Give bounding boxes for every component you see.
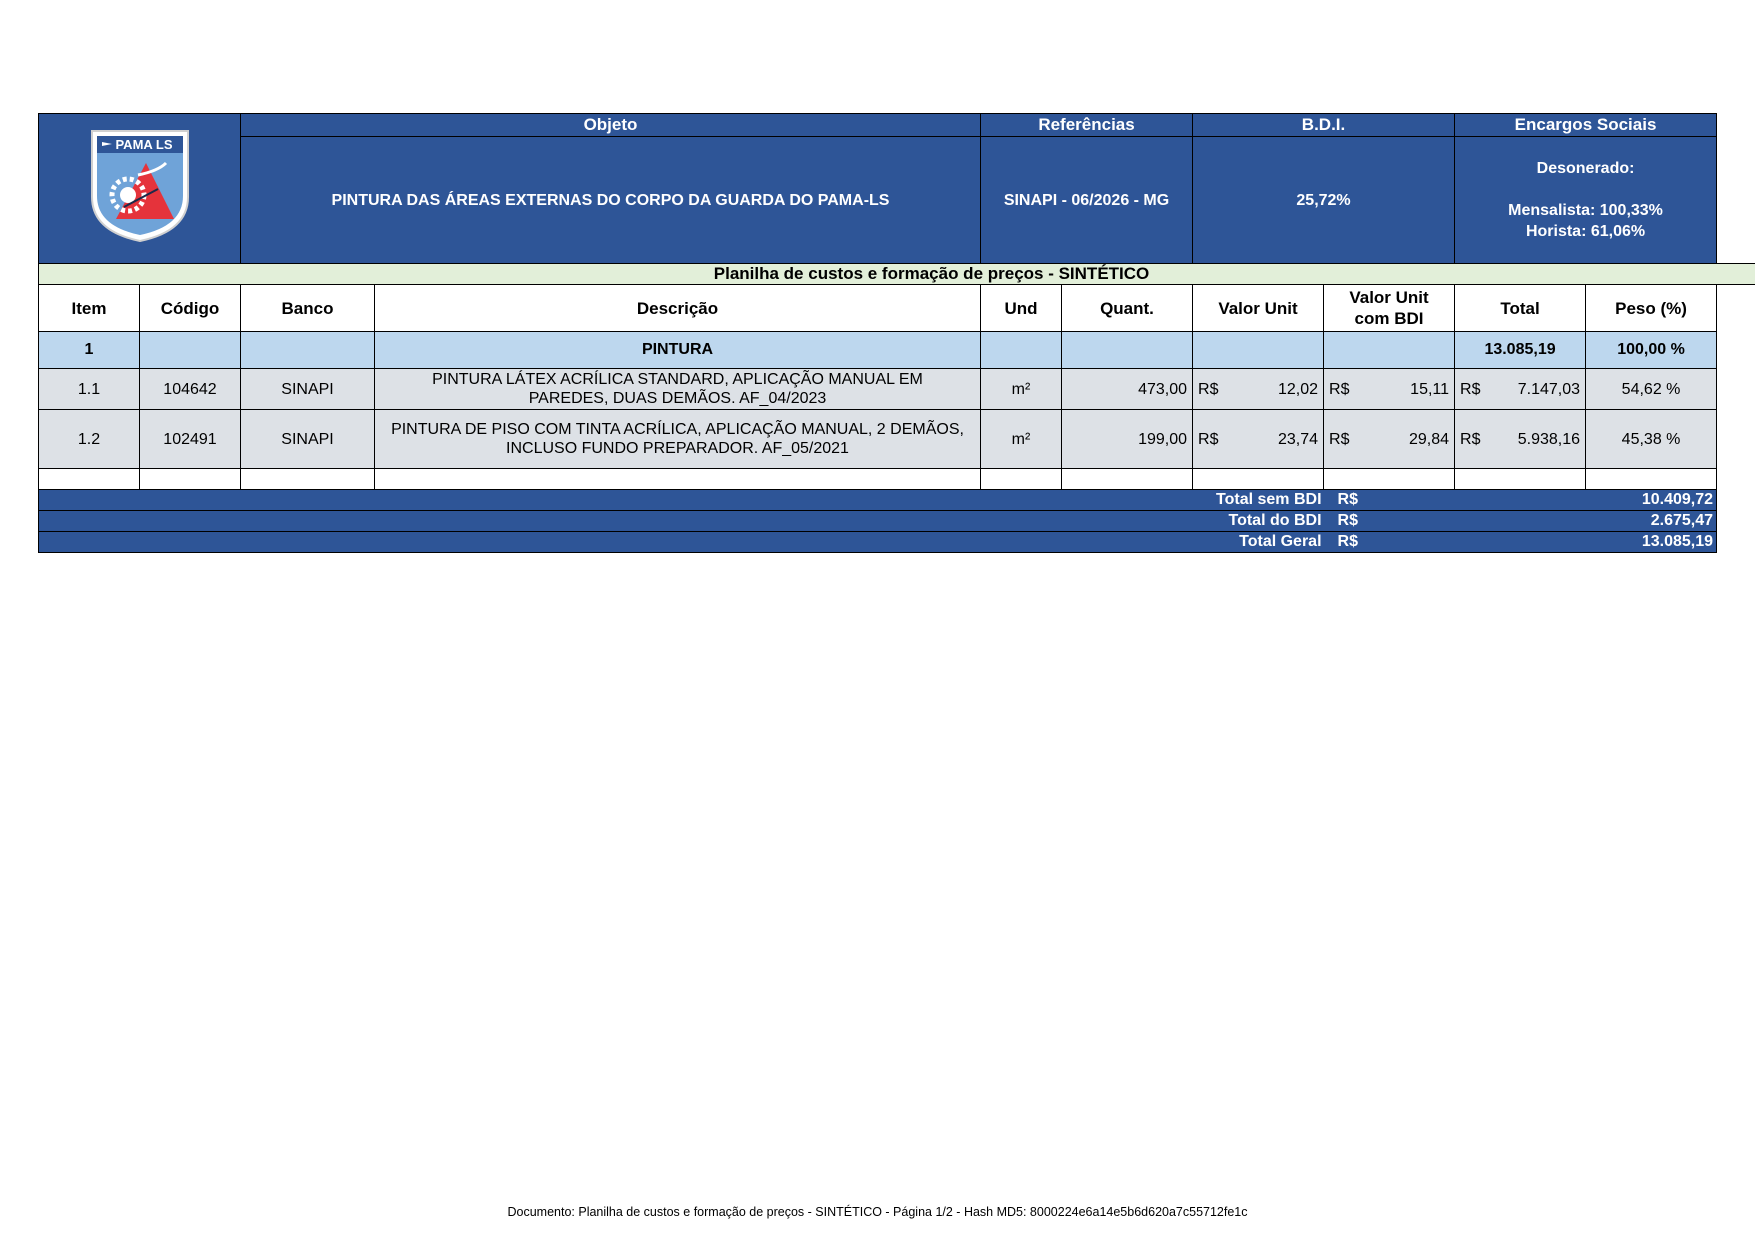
total-do-bdi-currency: R$ [1324, 511, 1455, 532]
row-peso: 45,38 % [1586, 410, 1717, 469]
group-item: 1 [39, 332, 140, 369]
row-descricao-line2: INCLUSO FUNDO PREPARADOR. AF_05/2021 [506, 440, 849, 457]
referencias-value: SINAPI - 06/2026 - MG [981, 137, 1193, 264]
group-total: 13.085,19 [1455, 332, 1586, 369]
bdi-title: B.D.I. [1193, 114, 1455, 137]
row-valor-unit: R$ 23,74 [1193, 410, 1324, 469]
row-descricao-line1: PINTURA DE PISO COM TINTA ACRÍLICA, APLICAÇÃO MANUAL, 2 DEMÃOS, [391, 421, 964, 438]
encargos-title: Encargos Sociais [1455, 114, 1717, 137]
row-codigo: 104642 [140, 369, 241, 410]
bdi-value: 25,72% [1193, 137, 1455, 264]
blank-row [39, 469, 1755, 490]
col-total: Total [1455, 285, 1586, 332]
row-valor-unit-bdi: R$ 15,11 [1324, 369, 1455, 410]
row-und: m² [981, 410, 1062, 469]
budget-table [38, 113, 1755, 553]
row-quant: 199,00 [1062, 410, 1193, 469]
col-valor-unit-bdi-line1: Valor Unit [1349, 288, 1429, 307]
total-geral-value: 13.085,19 [1455, 532, 1717, 553]
row-quant: 473,00 [1062, 369, 1193, 410]
group-descricao: PINTURA [375, 332, 981, 369]
total-do-bdi-value: 2.675,47 [1455, 511, 1717, 532]
table-row [39, 369, 1755, 410]
col-banco: Banco [241, 285, 375, 332]
row-banco: SINAPI [241, 369, 375, 410]
col-peso: Peso (%) [1586, 285, 1717, 332]
total-sem-bdi-label: Total sem BDI [39, 490, 1324, 511]
referencias-title: Referências [981, 114, 1193, 137]
document-footer: Documento: Planilha de custos e formação de preços - SINTÉTICO - Página 1/2 - Hash MD5: 8000224e6a14e5b6d620a7c55712fe1c [507, 1205, 1248, 1219]
row-valor-unit: R$ 12,02 [1193, 369, 1324, 410]
group-row [39, 332, 1755, 369]
table-row [39, 410, 1755, 469]
col-valor-unit-bdi-line2: com BDI [1354, 309, 1424, 328]
encargos-horista: Horista: 61,06% [1525, 223, 1646, 240]
total-do-bdi-row [39, 511, 1755, 532]
col-descricao: Descrição [375, 285, 981, 332]
row-descricao [375, 410, 981, 469]
total-geral-row [39, 532, 1755, 553]
group-peso: 100,00 % [1586, 332, 1717, 369]
row-peso: 54,62 % [1586, 369, 1717, 410]
row-banco: SINAPI [241, 410, 375, 469]
col-item: Item [39, 285, 140, 332]
row-total: R$ 5.938,16 [1455, 410, 1586, 469]
sheet-subtitle: Planilha de custos e formação de preços - SINTÉTICO [39, 264, 1755, 285]
total-sem-bdi-value: 10.409,72 [1455, 490, 1717, 511]
encargos-mensalista: Mensalista: 100,33% [1508, 202, 1663, 219]
total-geral-label: Total Geral [39, 532, 1324, 553]
col-und: Und [981, 285, 1062, 332]
total-sem-bdi-currency: R$ [1324, 490, 1455, 511]
row-descricao-line2: PAREDES, DUAS DEMÃOS. AF_04/2023 [528, 390, 827, 407]
column-header-row [39, 285, 1755, 332]
total-sem-bdi-row [39, 490, 1755, 511]
row-total: R$ 7.147,03 [1455, 369, 1586, 410]
row-item: 1.1 [39, 369, 140, 410]
col-quant: Quant. [1062, 285, 1193, 332]
total-geral-currency: R$ [1324, 532, 1455, 553]
row-und: m² [981, 369, 1062, 410]
row-valor-unit-bdi: R$ 29,84 [1324, 410, 1455, 469]
col-codigo: Código [140, 285, 241, 332]
pama-ls-emblem-icon [88, 127, 192, 245]
total-do-bdi-label: Total do BDI [39, 511, 1324, 532]
encargos-value [1455, 137, 1717, 264]
row-descricao [375, 369, 981, 410]
svg-text:PAMA LS: PAMA LS [114, 137, 173, 152]
row-codigo: 102491 [140, 410, 241, 469]
row-descricao-line1: PINTURA LÁTEX ACRÍLICA STANDARD, APLICAÇÃO MANUAL EM [432, 371, 923, 388]
objeto-title: Objeto [241, 114, 981, 137]
logo-cell [39, 114, 241, 264]
col-valor-unit-bdi [1324, 285, 1455, 332]
row-item: 1.2 [39, 410, 140, 469]
col-valor-unit: Valor Unit [1193, 285, 1324, 332]
encargos-desonerado: Desonerado: [1536, 160, 1635, 177]
objeto-value: PINTURA DAS ÁREAS EXTERNAS DO CORPO DA GUARDA DO PAMA-LS [241, 137, 981, 264]
budget-sheet [38, 113, 1724, 553]
